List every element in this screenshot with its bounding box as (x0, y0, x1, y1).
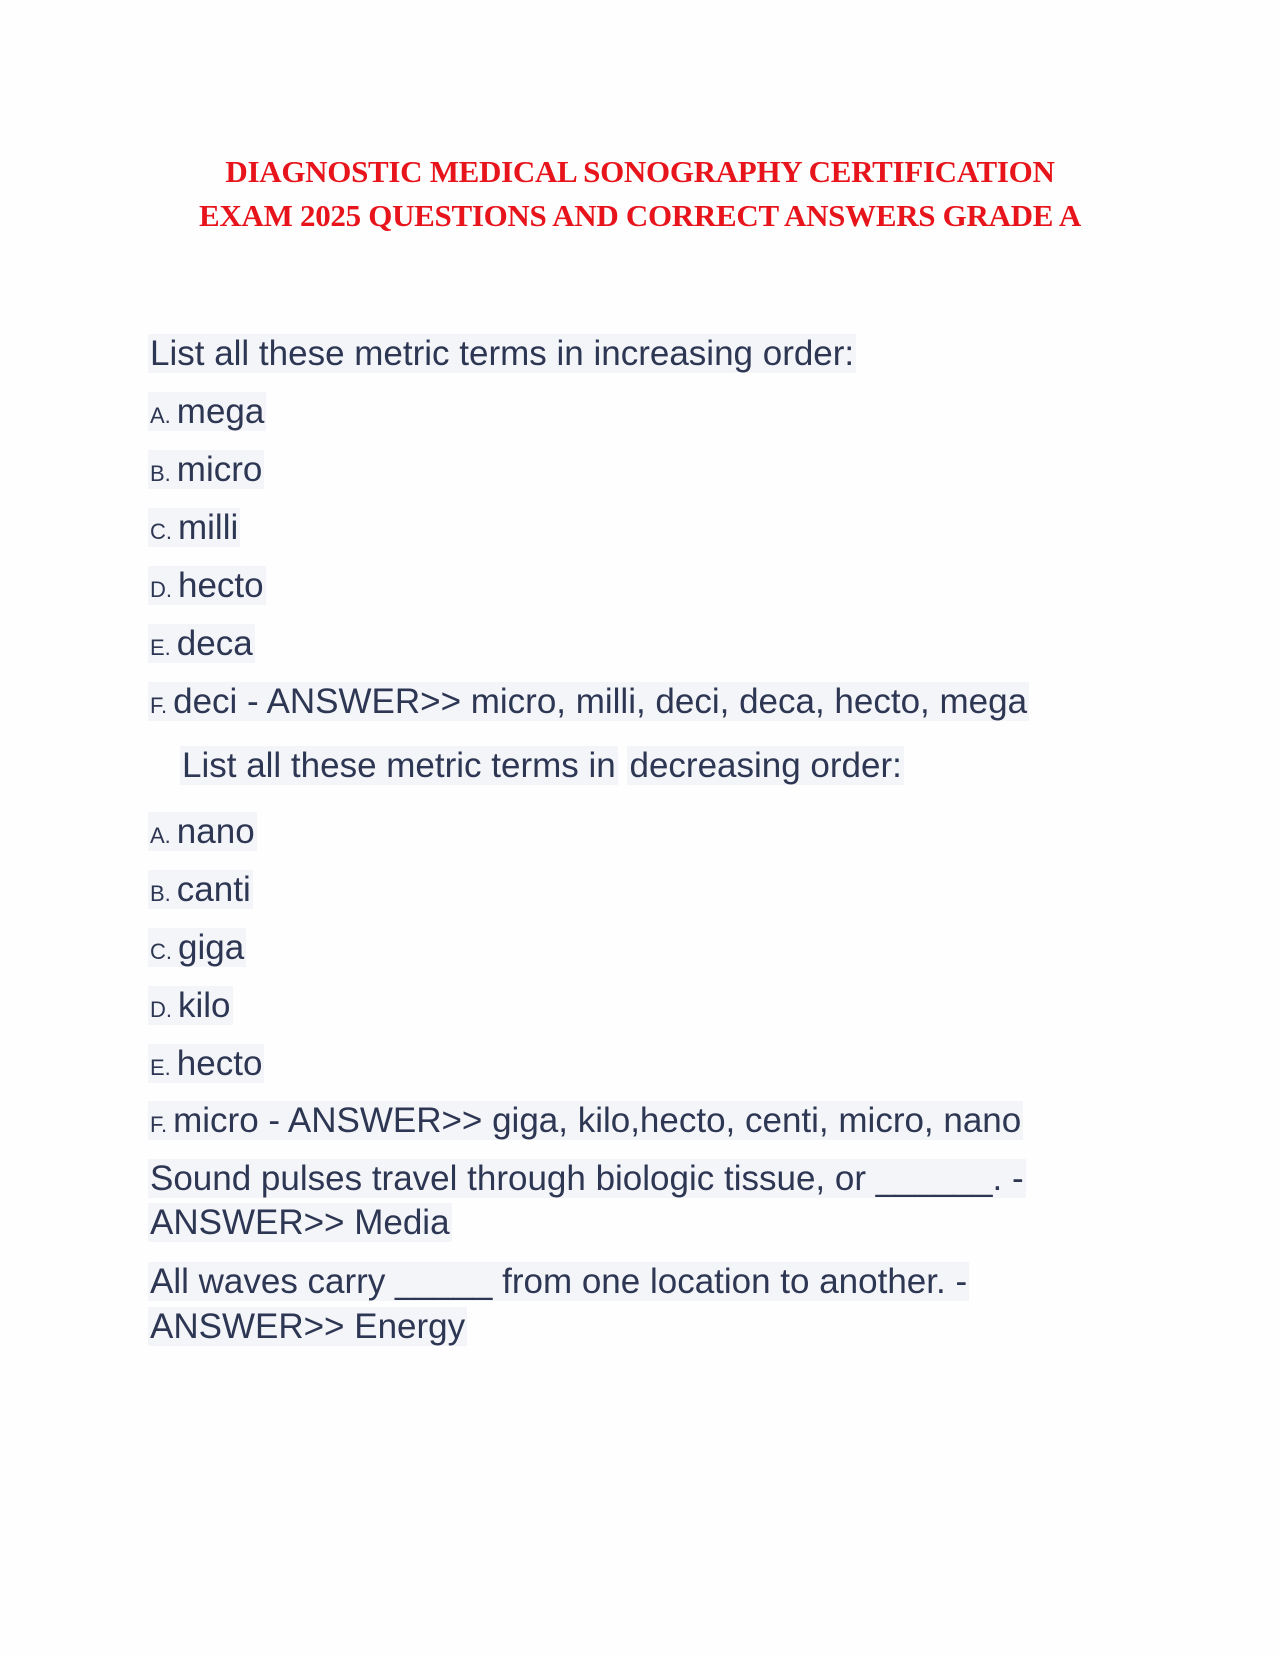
title-line-2: EXAM 2025 QUESTIONS AND CORRECT ANSWERS GRADE A (199, 198, 1081, 233)
q1-option-d: D. hecto (150, 566, 264, 605)
question-2: List all these metric terms in decreasing order: (182, 746, 902, 785)
question-3-answer: ANSWER>> Media (150, 1203, 450, 1242)
q2-option-b: B. canti (150, 870, 251, 909)
question-4: All waves carry _____ from one location to another. - (150, 1262, 968, 1301)
q1-option-b: B. micro (150, 450, 263, 489)
q1-option-f-answer: F. deci - ANSWER>> micro, milli, deci, deca, hecto, mega (150, 682, 1028, 721)
q1-option-e: E. deca (150, 624, 253, 663)
q2-option-d: D. kilo (150, 986, 231, 1025)
document-title (0, 150, 1280, 238)
title-line-1: DIAGNOSTIC MEDICAL SONOGRAPHY CERTIFICATION (225, 154, 1055, 189)
q1-option-c: C. milli (150, 508, 239, 547)
q2-option-a: A. nano (150, 812, 255, 851)
q2-option-f-answer: F. micro - ANSWER>> giga, kilo,hecto, centi, micro, nano (150, 1101, 1022, 1140)
question-1: List all these metric terms in increasing order: (150, 334, 855, 373)
question-4-answer: ANSWER>> Energy (150, 1307, 466, 1346)
question-3: Sound pulses travel through biologic tissue, or ______. - (150, 1159, 1024, 1198)
q2-option-c: C. giga (150, 928, 245, 967)
q1-option-a: A. mega (150, 392, 265, 431)
q2-option-e: E. hecto (150, 1044, 263, 1083)
